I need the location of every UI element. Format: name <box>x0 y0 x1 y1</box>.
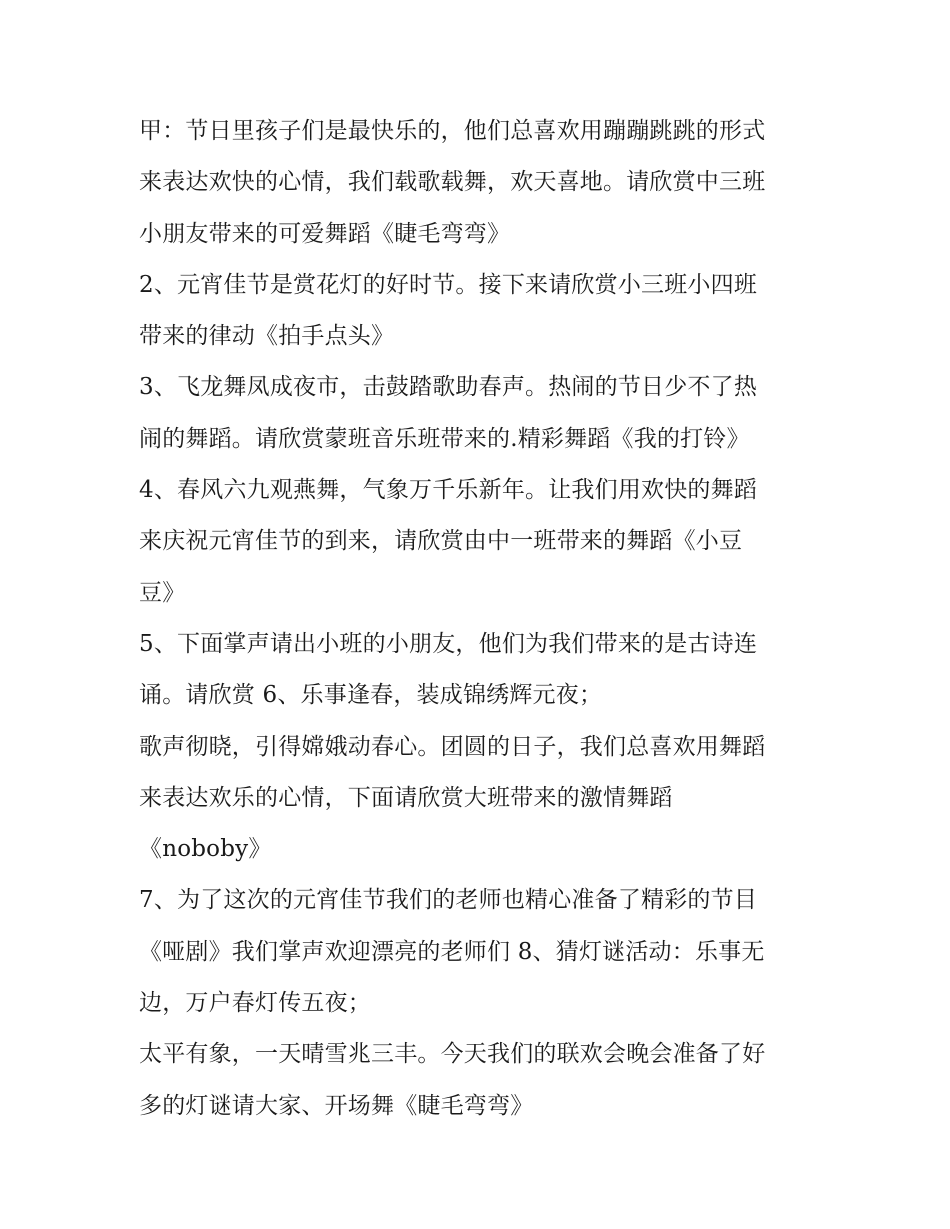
text-line: 豆》 <box>139 579 186 606</box>
text-line: 3、飞龙舞凤成夜市，击鼓踏歌助春声。热闹的节日少不了热 <box>139 374 758 401</box>
text-line: 歌声彻晓，引得嫦娥动春心。团圆的日子，我们总喜欢用舞蹈 <box>139 733 766 760</box>
text-line: 来庆祝元宵佳节的到来，请欣赏由中一班带来的舞蹈《小豆 <box>139 528 743 555</box>
text-line: 来表达欢乐的心情，下面请欣赏大班带来的激情舞蹈 <box>139 784 673 811</box>
text-line: 5、下面掌声请出小班的小朋友，他们为我们带来的是古诗连 <box>139 630 758 657</box>
text-line: 4、春风六九观燕舞，气象万千乐新年。让我们用欢快的舞蹈 <box>139 477 758 504</box>
text-line: 《noboby》 <box>139 836 272 863</box>
text-line: 诵。请欣赏 6、乐事逢春，装成锦绣辉元夜； <box>139 682 603 709</box>
text-line: 太平有象，一天晴雪兆三丰。今天我们的联欢会晚会准备了好 <box>139 1041 766 1068</box>
text-line: 多的灯谜请大家、开场舞《睫毛弯弯》 <box>139 1092 534 1119</box>
text-line: 闹的舞蹈。请欣赏蒙班音乐班带来的.精彩舞蹈《我的打铃》 <box>139 425 750 452</box>
text-line: 小朋友带来的可爱舞蹈《睫毛弯弯》 <box>139 220 511 247</box>
document-body <box>139 106 839 1132</box>
text-line: 带来的律动《拍手点头》 <box>139 323 395 350</box>
text-line: 《哑剧》我们掌声欢迎漂亮的老师们 8、猜灯谜活动：乐事无 <box>139 938 765 965</box>
text-line: 边，万户春灯传五夜； <box>139 990 371 1017</box>
text-line: 甲：节日里孩子们是最快乐的，他们总喜欢用蹦蹦跳跳的形式 <box>139 118 766 144</box>
text-line: 2、元宵佳节是赏花灯的好时节。接下来请欣赏小三班小四班 <box>139 271 758 298</box>
text-line: 来表达欢快的心情，我们载歌载舞，欢天喜地。请欣赏中三班 <box>139 169 766 196</box>
text-line: 7、为了这次的元宵佳节我们的老师也精心准备了精彩的节目 <box>139 887 758 914</box>
